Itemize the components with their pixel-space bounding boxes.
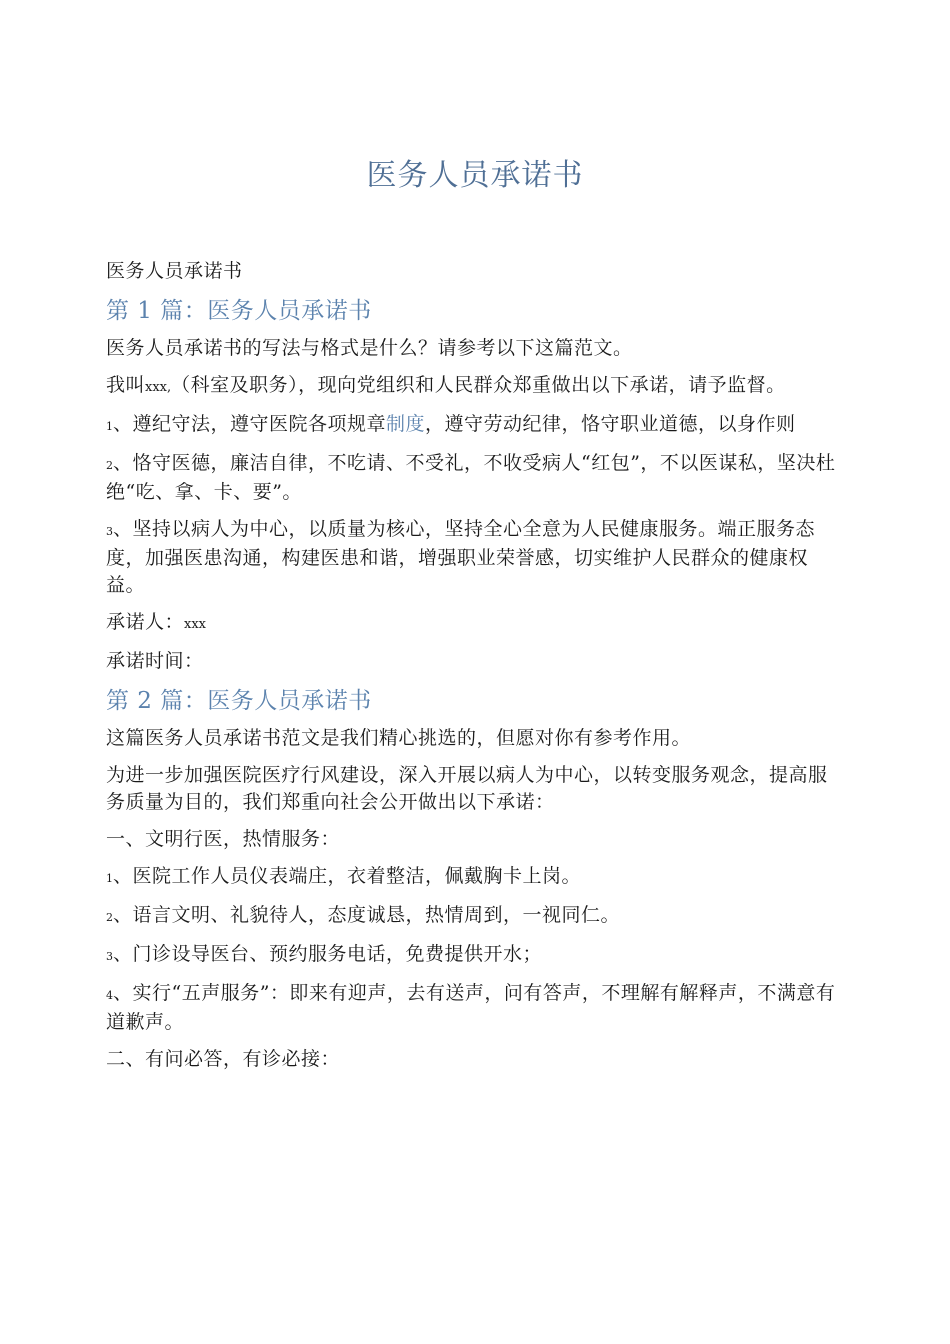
- section-1-intro: 医务人员承诺书的写法与格式是什么？请参考以下这篇范文。: [106, 337, 633, 359]
- section-2-intro: 这篇医务人员承诺书范文是我们精心挑选的，但愿对你有参考作用。: [106, 727, 692, 749]
- section-1-item-2: [106, 450, 846, 506]
- signer-value: xxx: [184, 617, 207, 632]
- section-2-heading: 第 2 篇：医务人员承诺书: [106, 688, 372, 714]
- item-text: 、语言文明、礼貌待人，态度诚恳，热情周到，一视同仁。: [113, 904, 621, 926]
- item-number: 2: [106, 911, 113, 924]
- item-number: 3: [106, 950, 113, 963]
- statement-prefix: 我叫: [106, 374, 146, 396]
- item-text: 、坚持以病人为中心，以质量为核心，坚持全心全意为人民健康服务。端正服务态度，加强医患沟通，构建医患和谐，增强职业荣誉感，切实维护人民群众的健康权益。: [106, 518, 816, 596]
- section-2-item-4: [106, 980, 846, 1036]
- signer-line: [106, 609, 846, 638]
- section-2-paragraph: 为进一步加强医院医疗行风建设，深入开展以病人为中心，以转变服务观念，提高服务质量为目的，我们郑重向社会公开做出以下承诺：: [106, 764, 828, 813]
- section-2-part-1: 一、文明行医，热情服务：: [106, 828, 341, 850]
- signer-label: 承诺人：: [106, 611, 185, 633]
- item-text: 、遵纪守法，遵守医院各项规章: [113, 413, 387, 435]
- section-1-item-1: [106, 411, 846, 440]
- section-2-item-1: [106, 863, 846, 892]
- item-text: 、实行“五声服务”：即来有迎声，去有送声，问有答声，不理解有解释声，不满意有道歉声。: [106, 982, 836, 1033]
- subtitle: 医务人员承诺书: [106, 260, 243, 282]
- section-1-item-3: [106, 516, 846, 599]
- section-2-item-3: [106, 941, 846, 970]
- section-1-heading: 第 1 篇：医务人员承诺书: [106, 298, 372, 324]
- document-body: [106, 258, 846, 1083]
- item-text: 、医院工作人员仪表端庄，衣着整洁，佩戴胸卡上岗。: [113, 865, 582, 887]
- section-2-item-2: [106, 902, 846, 931]
- item-number: 2: [106, 459, 113, 472]
- name-placeholder: xxx,: [145, 380, 172, 395]
- section-2-part-2: 二、有问必答，有诊必接：: [106, 1048, 341, 1070]
- item-number: 1: [106, 872, 113, 885]
- item-number: 4: [106, 989, 113, 1002]
- section-1-statement: [106, 372, 846, 401]
- statement-rest: （科室及职务），现向党组织和人民群众郑重做出以下承诺，请予监督。: [171, 374, 786, 396]
- item-text: 、恪守医德，廉洁自律，不吃请、不受礼，不收受病人“红包”，不以医谋私，坚决杜绝“吃、拿、卡、要”。: [106, 452, 836, 503]
- document-title: 医务人员承诺书: [366, 158, 584, 193]
- item-number: 3: [106, 525, 113, 538]
- item-text: 、门诊设导医台、预约服务电话，免费提供开水；: [113, 943, 543, 965]
- time-line: 承诺时间：: [106, 650, 204, 672]
- item-text-rest: ，遵守劳动纪律，恪守职业道德，以身作则: [425, 413, 796, 435]
- item-number: 1: [106, 420, 113, 433]
- regulation-link[interactable]: 制度: [386, 413, 426, 435]
